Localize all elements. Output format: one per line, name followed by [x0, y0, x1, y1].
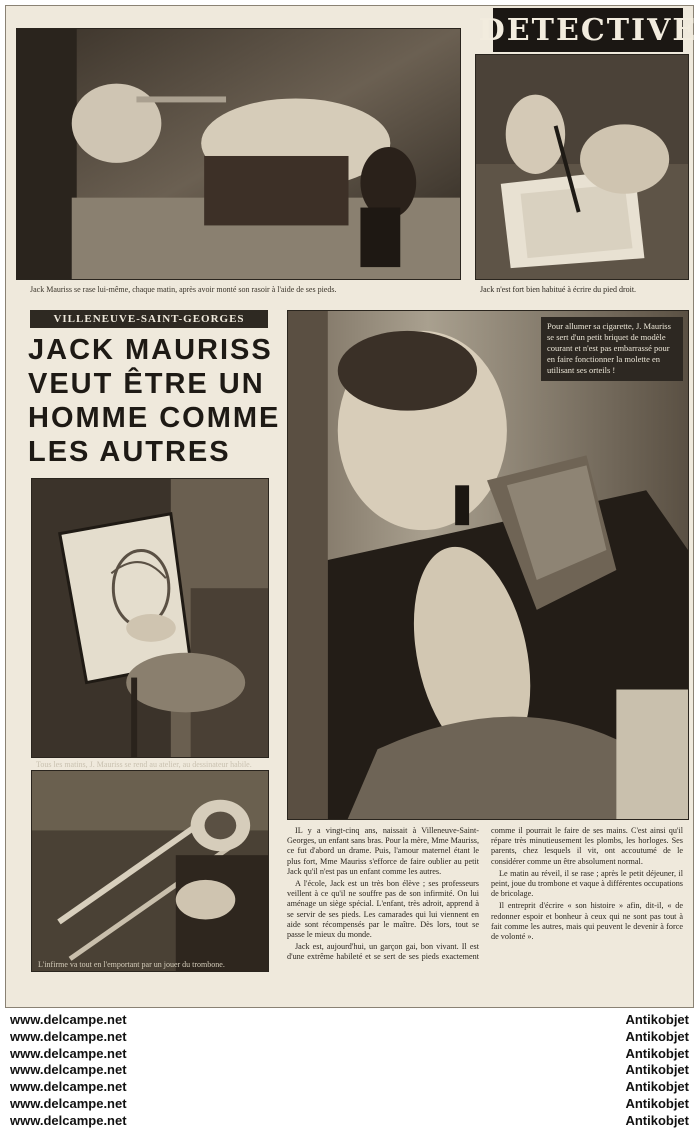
- watermark-link[interactable]: www.delcampe.net: [10, 1012, 127, 1027]
- seller-name: Antikobjet: [625, 1062, 689, 1078]
- caption-shaving: Jack Mauriss se rase lui-même, chaque matin, après avoir monté son rasoir à l'aide de ses pieds.: [30, 285, 337, 294]
- watermark-link[interactable]: www.delcampe.net: [10, 1062, 127, 1078]
- article-body: [287, 826, 683, 974]
- headline-line-1: JACK MAURISS: [28, 334, 273, 366]
- photo-caption-box: Pour allumer sa cigarette, J. Mauriss se sert d'un petit briquet de modèle courant et n'est pas embarrassé pour en faire fonctionner la molette en utilisant ses orteils !: [541, 317, 683, 381]
- location-kicker: VILLENEUVE-SAINT-GEORGES: [30, 310, 268, 328]
- photo-writing: [475, 54, 689, 280]
- photo-drawing: [31, 478, 269, 758]
- headline-line-3: HOMME COMME: [28, 402, 281, 434]
- headline-line-4: LES AUTRES: [28, 436, 231, 468]
- magazine-masthead: DETECTIVE: [493, 8, 683, 52]
- seller-name: Antikobjet: [625, 1112, 689, 1128]
- article-paragraph: IL y a vingt-cinq ans, naissait à Villeneuve-Saint-Georges, un enfant sans bras. Pour la mère, Mme Mauriss, ce fut d'abord un drame. Puis, l'amour maternel étant le plus fort, Mme Mauriss s'efforce de faire oublier au petit Jack qu'il n'est pas un enfant comme les autres.: [287, 826, 479, 876]
- watermark-link[interactable]: www.delcampe.net: [10, 1028, 127, 1044]
- article-paragraph: Le matin au réveil, il se rase ; après le petit déjeuner, il peint, joue du trombone et vaque à différentes occupations de bricolage.: [491, 868, 683, 899]
- seller-name: Antikobjet: [625, 1095, 689, 1111]
- caption-drawing: Tous les matins, J. Mauriss se rend au atelier, au dessinateur habile.: [36, 760, 252, 769]
- article-paragraph: Jack est, aujourd'hui, un garçon gai, bon vivant. Il est d'une extrême habileté et se sert de ses pieds exactement comme il pourrait le faire de ses mains. C'est ainsi qu'il répare très minutieusement les plombs, les horloges. Ses parents, chez lesquels il vit, ont accoutumé de le considérer comme un être absolument normal.: [287, 826, 683, 962]
- photo-trombone: [31, 770, 269, 972]
- article-paragraph: A l'école, Jack est un très bon élève ; ses professeurs veillent à ce qu'il ne souffre pas de son infirmité. On lui aménage un siège spécial. L'enfant, très adroit, apprend à se servir de ses pieds. Les camarades qui lui viennent en aide sont récompensés par le maître. Dès lors, tout se passe le mieux du monde.: [287, 879, 479, 940]
- seller-name: Antikobjet: [625, 1045, 689, 1061]
- watermark-link[interactable]: www.delcampe.net: [10, 1112, 127, 1128]
- caption-trombone: L'infirme va tout en l'emportant par un jouer du trombone.: [38, 960, 225, 969]
- seller-name: Antikobjet: [625, 1028, 689, 1044]
- article-headline: [28, 333, 281, 469]
- photo-shaving: [16, 28, 461, 280]
- photo-main-portrait: [287, 310, 689, 820]
- watermark-right: [625, 1012, 689, 1130]
- watermark-link[interactable]: www.delcampe.net: [10, 1095, 127, 1111]
- article-paragraph: Il entreprit d'écrire « son histoire » afin, dit-il, « de redonner espoir et bonheur à ceux qui ne sont pas tout à fait comme les autres, mais qui peuvent le devenir à force de volonté ».: [491, 901, 683, 942]
- watermark-link[interactable]: www.delcampe.net: [10, 1045, 127, 1061]
- headline-line-2: VEUT ÊTRE UN: [28, 368, 265, 400]
- watermark-link[interactable]: www.delcampe.net: [10, 1079, 127, 1095]
- seller-name: Antikobjet: [625, 1012, 689, 1027]
- caption-writing: Jack n'est fort bien habitué à écrire du pied droit.: [480, 285, 637, 294]
- seller-name: Antikobjet: [625, 1079, 689, 1095]
- watermark-left: [10, 1012, 127, 1130]
